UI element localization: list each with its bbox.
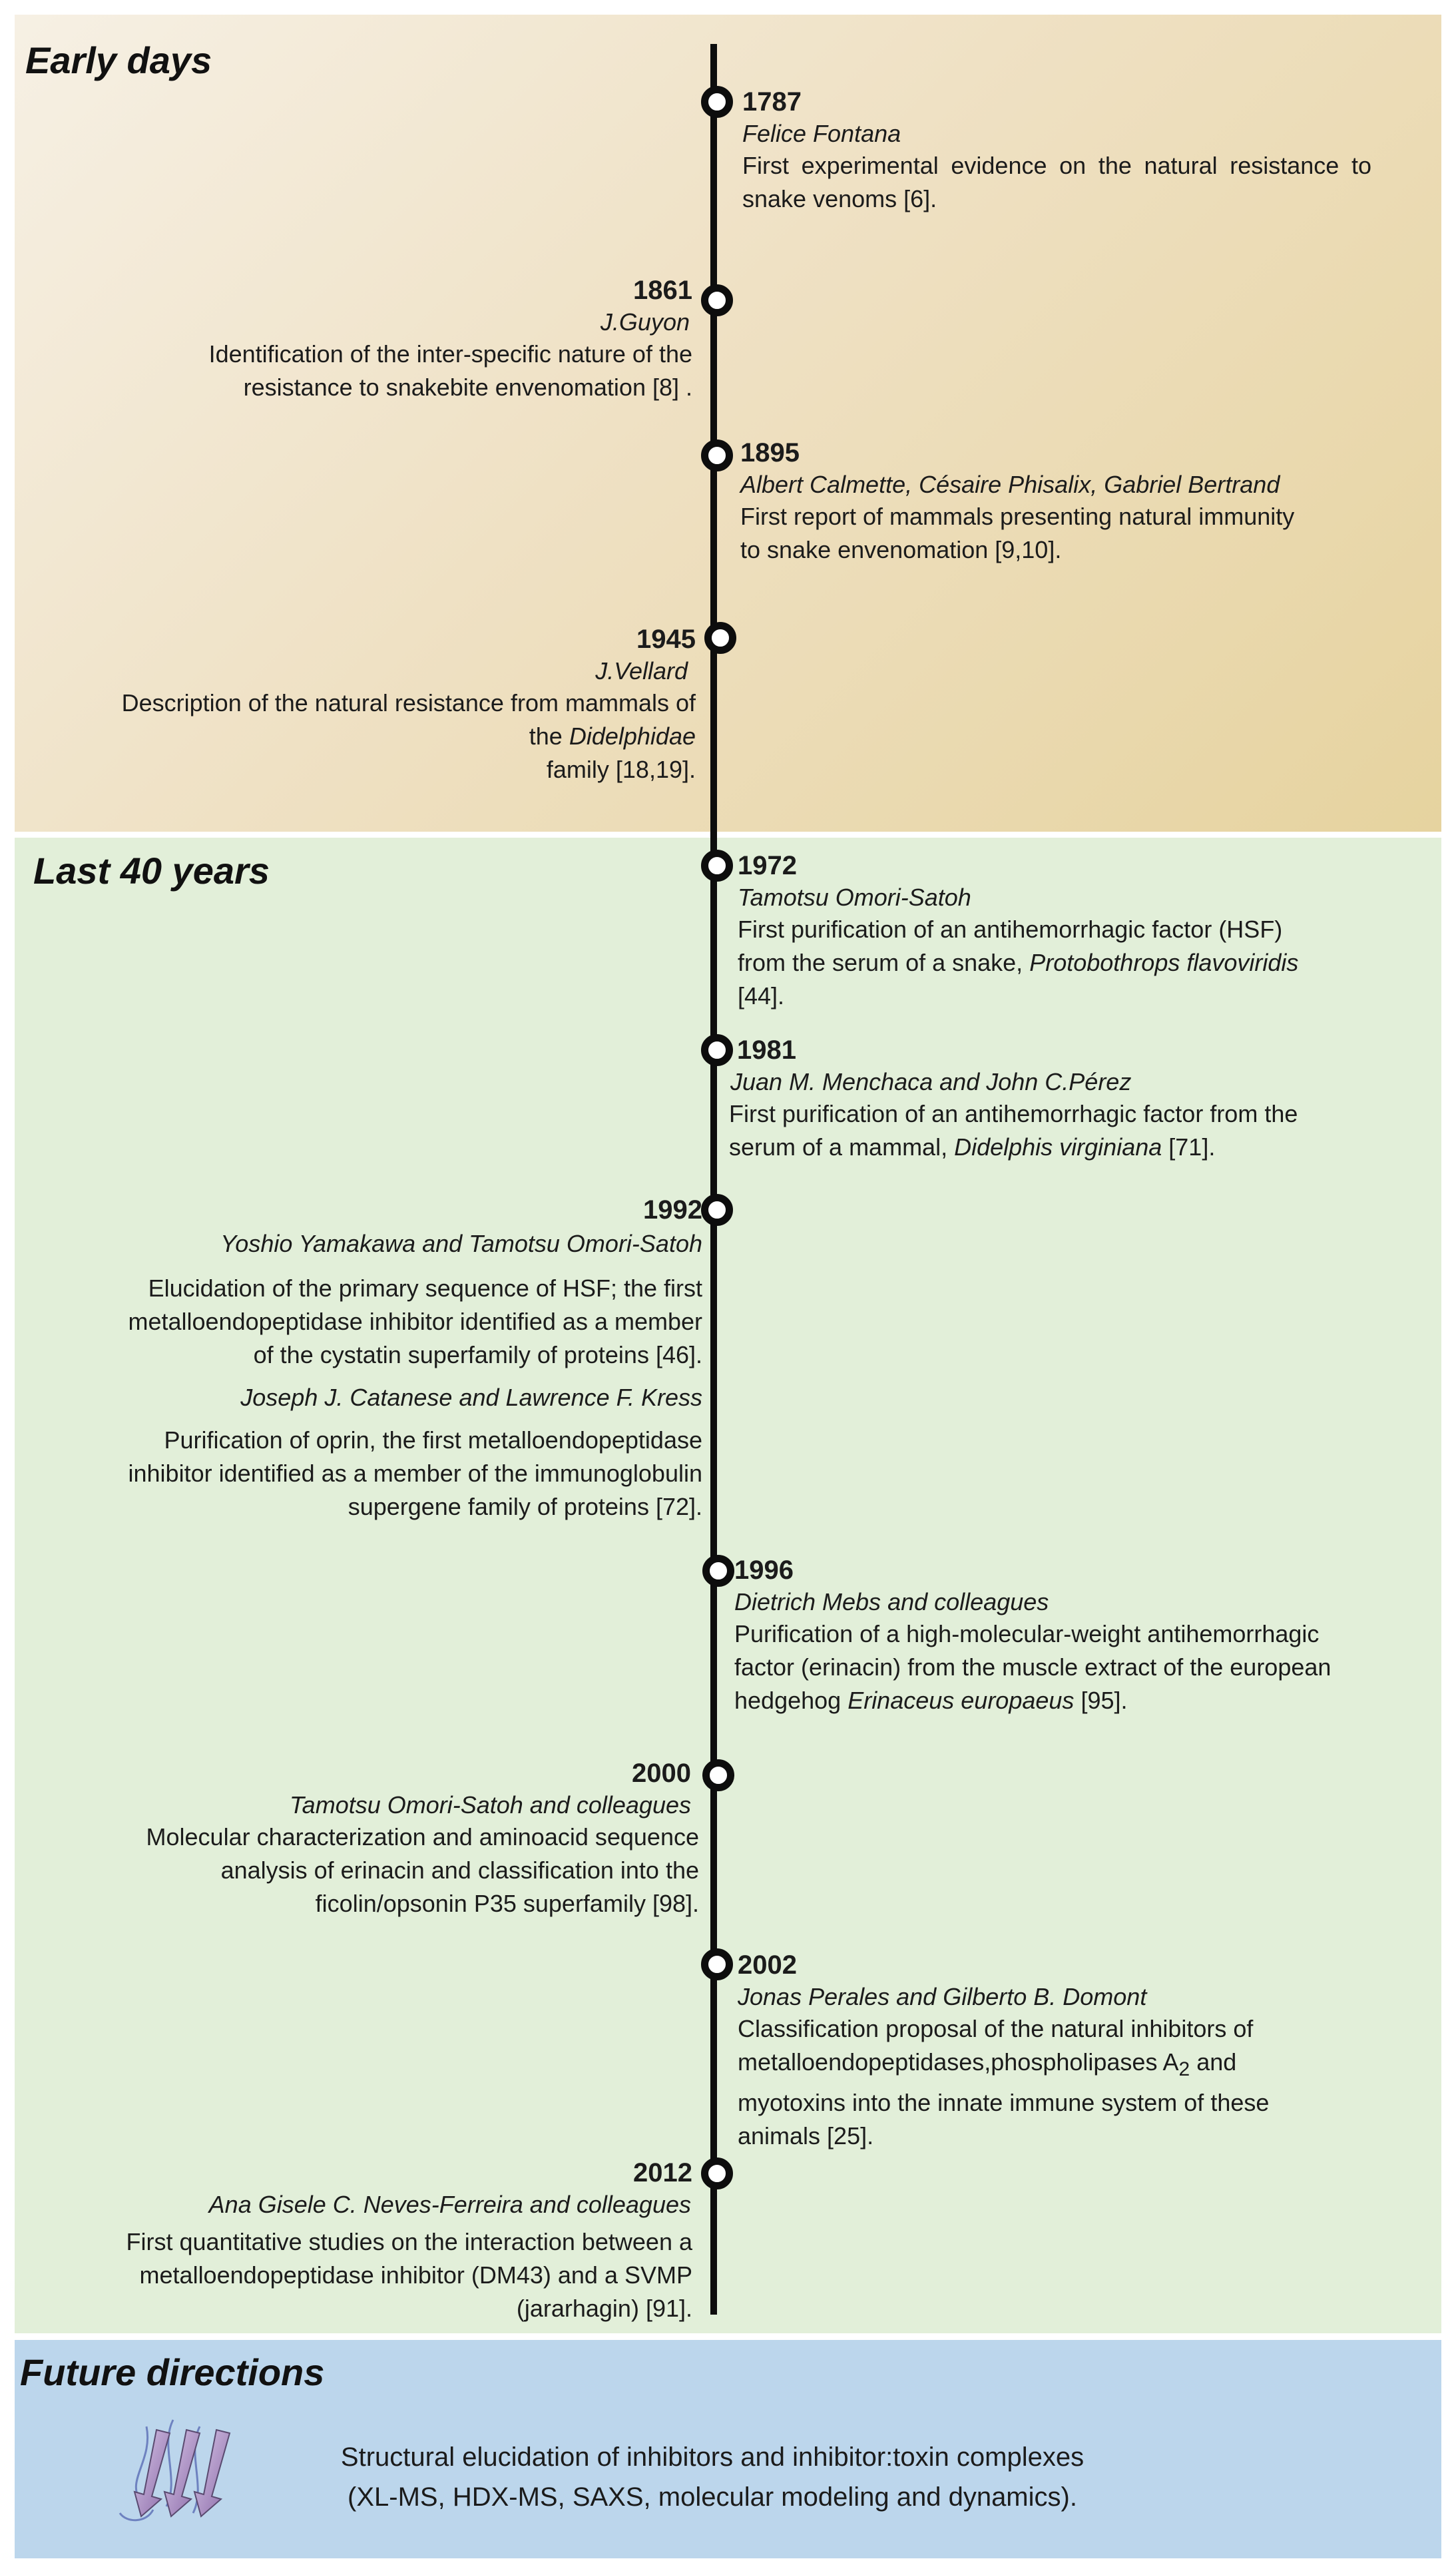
timeline-entry-1972 xyxy=(738,849,1377,1013)
event-author: Dietrich Mebs and colleagues xyxy=(734,1588,1049,1615)
future-text-line-1: Structural elucidation of inhibitors and inhibitor:toxin complexes xyxy=(340,2442,1085,2472)
event-description: Description of the natural resistance from mammals of the Didelphidae family [18,19]. xyxy=(121,689,696,783)
event-year: 1895 xyxy=(740,438,800,467)
timeline-marker-1861 xyxy=(701,284,733,316)
event-author: Felice Fontana xyxy=(742,120,901,147)
event-author: J.Vellard xyxy=(595,657,688,685)
event-author: Tamotsu Omori-Satoh and colleagues xyxy=(290,1791,691,1819)
event-year: 2012 xyxy=(633,2158,692,2187)
event-year: 1972 xyxy=(738,851,797,880)
timeline-marker-2000 xyxy=(702,1759,734,1791)
event-description: Identification of the inter-specific nature of the resistance to snakebite envenomation [8] . xyxy=(208,340,692,401)
event-description: First quantitative studies on the interaction between a metalloendopeptidase inhibitor (DM43) and a SVMP (jararhagin) [91]. xyxy=(126,2228,692,2322)
event-author: Yoshio Yamakawa and Tamotsu Omori-Satoh xyxy=(220,1230,702,1257)
timeline-marker-1895 xyxy=(701,439,733,471)
event-author: Jonas Perales and Gilberto B. Domont xyxy=(738,1983,1147,2010)
event-author-secondary: Joseph J. Catanese and Lawrence F. Kress xyxy=(240,1384,702,1411)
event-author: Tamotsu Omori-Satoh xyxy=(738,884,971,911)
event-year: 1981 xyxy=(737,1035,796,1065)
timeline-entry-1981 xyxy=(729,1033,1388,1164)
timeline-entry-2000 xyxy=(53,1757,699,1920)
event-description: First report of mammals presenting natural immunity to snake envenomation [9,10]. xyxy=(740,503,1295,563)
event-year: 2000 xyxy=(632,1759,691,1788)
event-author: J.Guyon xyxy=(600,308,690,336)
last-40-years-title: Last 40 years xyxy=(33,850,270,892)
event-description: Purification of a high-molecular-weight antihemorrhagic factor (erinacin) from the muscle extract of the european hedgehog Erinaceus europaeus [95]. xyxy=(734,1620,1332,1714)
timeline-entry-1945 xyxy=(53,623,696,786)
timeline-marker-1992 xyxy=(701,1194,733,1226)
timeline-entry-1895 xyxy=(740,436,1373,567)
event-description-secondary: Purification of oprin, the first metalloendopeptidase inhibitor identified as a member of the immunoglobulin supergene family of proteins [72]. xyxy=(128,1426,702,1520)
event-year: 1787 xyxy=(742,87,802,117)
event-description: Molecular characterization and aminoacid sequence analysis of erinacin and classification into the ficolin/opsonin P35 superfamily [98]. xyxy=(146,1823,699,1917)
event-year: 2002 xyxy=(738,1950,797,1980)
event-year: 1945 xyxy=(636,625,696,654)
timeline-entry-2002 xyxy=(738,1948,1377,2153)
timeline-entry-2012 xyxy=(47,2156,692,2325)
timeline-entry-1992 xyxy=(47,1193,702,1524)
timeline-marker-1787 xyxy=(701,86,733,118)
event-author: Ana Gisele C. Neves-Ferreira and colleagues xyxy=(208,2191,691,2218)
timeline-entry-1861 xyxy=(53,274,692,404)
event-author: Juan M. Menchaca and John C.Pérez xyxy=(730,1068,1132,1095)
timeline-marker-2012 xyxy=(701,2157,733,2189)
timeline-marker-1981 xyxy=(701,1034,733,1066)
event-description: Elucidation of the primary sequence of HSF; the first metalloendopeptidase inhibitor identified as a member of the cystatin superfamily of proteins [46]. xyxy=(128,1275,702,1368)
event-year: 1996 xyxy=(734,1556,794,1585)
timeline-marker-2002 xyxy=(701,1948,733,1980)
event-year: 1861 xyxy=(633,276,692,305)
timeline-marker-1996 xyxy=(702,1555,734,1587)
event-description: First experimental evidence on the natural resistance to snake venoms [6]. xyxy=(742,152,1371,212)
future-directions-text xyxy=(293,2437,1132,2517)
early-days-title: Early days xyxy=(25,39,212,81)
event-description: First purification of an antihemorrhagic factor from the serum of a mammal, Didelphis virginiana [71]. xyxy=(729,1100,1298,1161)
event-author: Albert Calmette, Césaire Phisalix, Gabriel Bertrand xyxy=(740,471,1280,498)
event-description: First purification of an antihemorrhagic factor (HSF) from the serum of a snake, Protobothrops flavoviridis [44]. xyxy=(738,916,1299,1009)
future-directions-title: Future directions xyxy=(20,2351,325,2393)
protein-beta-sheet-icon xyxy=(100,2400,266,2533)
timeline-entry-1996 xyxy=(734,1554,1400,1717)
event-year: 1992 xyxy=(643,1195,702,1225)
event-description: Classification proposal of the natural inhibitors of metalloendopeptidases,phospholipases $A_2$ and myotoxins into the innate immune system of these animals [25]. xyxy=(738,2015,1270,2150)
timeline-marker-1945 xyxy=(704,622,736,654)
future-text-line-2: (XL-MS, HDX-MS, SAXS, molecular modeling and dynamics). xyxy=(348,2482,1077,2512)
timeline-entry-1787 xyxy=(742,85,1371,216)
timeline-marker-1972 xyxy=(701,850,733,882)
